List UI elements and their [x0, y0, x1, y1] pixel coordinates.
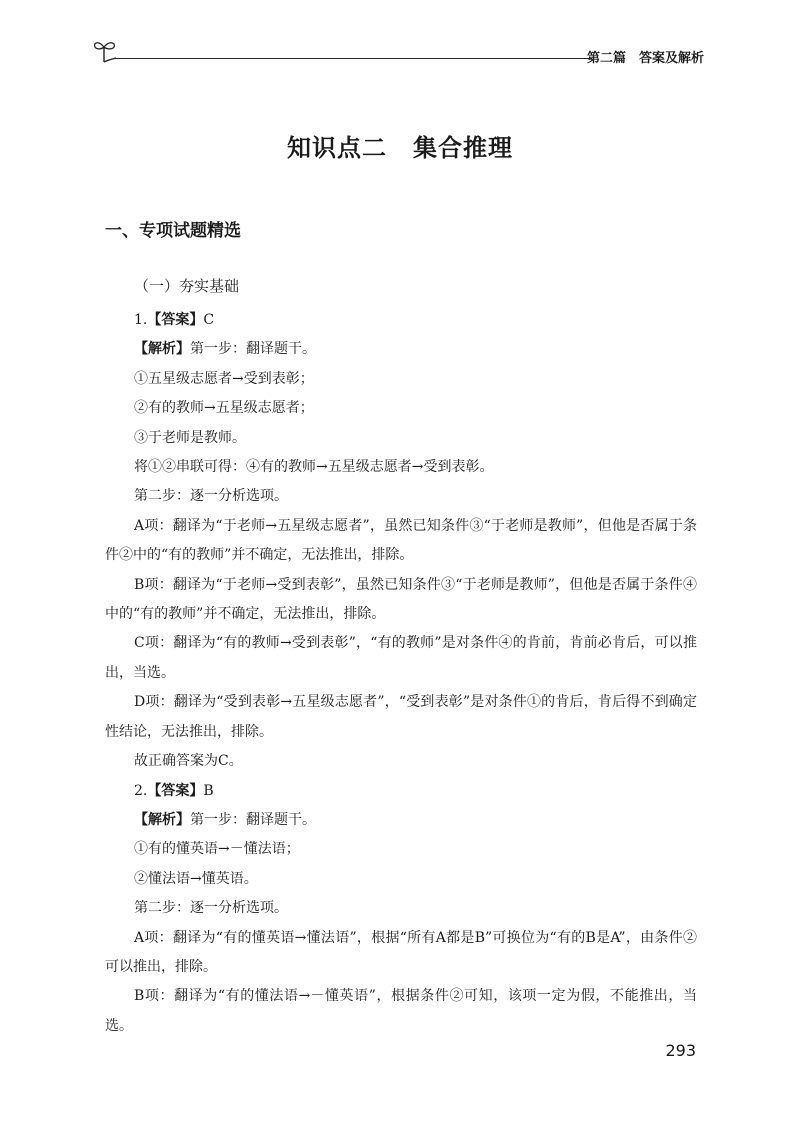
q1-line: 第一步：翻译题干。	[190, 341, 316, 358]
q2-number: 2.	[134, 782, 148, 799]
q2-line: ②懂法语→懂英语。	[134, 870, 258, 887]
q1-number: 1.	[134, 312, 148, 328]
q1-line: 第二步：逐一分析选项。	[134, 488, 288, 505]
q2-answer-line	[105, 777, 697, 806]
q2-line: 第一步：翻译题干。	[190, 811, 316, 828]
q1-line: 将①②串联可得：④有的教师→五星级志愿者→受到表彰。	[134, 459, 494, 476]
section-heading: 一、专项试题精选	[105, 221, 241, 241]
q1-answer: C	[203, 312, 215, 328]
page-title	[0, 128, 800, 163]
page-number: 293	[665, 1041, 696, 1060]
header-title: 第二篇 答案及解析	[586, 51, 704, 66]
q2-answer-tag: 【答案】	[147, 782, 204, 799]
q1-analysis-tag: 【解析】	[134, 341, 190, 358]
q1-line: ③于老师是教师。	[134, 429, 246, 446]
q2-answer: B	[203, 782, 214, 799]
title-part-2: 集合推理	[413, 134, 513, 162]
sprout-icon	[92, 36, 118, 66]
q2-line: A项：翻译为“有的懂英语→懂法语”，根据“所有A都是B”可换位为“有的B是A”，由条件②可以推出，排除。	[105, 929, 697, 975]
q2-analysis-tag: 【解析】	[134, 811, 190, 828]
q2-line: 第二步：逐一分析选项。	[134, 900, 288, 917]
q1-line: A项：翻译为“于老师→五星级志愿者”，虽然已知条件③“于老师是教师”，但他是否属于条件②中的“有的教师”并不确定，无法推出，排除。	[105, 517, 697, 564]
answer-body	[105, 306, 697, 1041]
q1-line: D项：翻译为“受到表彰→五星级志愿者”，“受到表彰”是对条件①的肯后，肯后得不到确定性结论，无法推出，排除。	[105, 694, 697, 740]
q1-line: ②有的教师→五星级志愿者；	[134, 400, 314, 417]
q1-answer-tag: 【答案】	[147, 312, 204, 328]
q2-analysis-line	[105, 806, 697, 835]
q2-line: B项：翻译为“有的懂法语→－懂英语”，根据条件②可知，该项一定为假，不能推出，当选。	[105, 988, 697, 1034]
q2-line: ①有的懂英语→－懂法语；	[134, 841, 300, 858]
q1-line: 故正确答案为C。	[134, 753, 243, 770]
q1-line: ①五星级志愿者→受到表彰；	[134, 370, 314, 387]
q1-answer-line	[105, 306, 697, 335]
subsection-heading: （一）夯实基础	[134, 277, 240, 295]
q1-analysis-line	[105, 335, 697, 364]
q1-line: C项：翻译为“有的教师→受到表彰”，“有的教师”是对条件④的肯前，肯前必肯后，可以推出，当选。	[105, 635, 697, 681]
running-header	[92, 36, 704, 70]
header-rule	[114, 58, 592, 59]
title-part-1: 知识点二	[287, 134, 387, 162]
q1-line: B项：翻译为“于老师→受到表彰”，虽然已知条件③“于老师是教师”，但他是否属于条件④中的“有的教师”并不确定，无法推出，排除。	[105, 576, 697, 623]
